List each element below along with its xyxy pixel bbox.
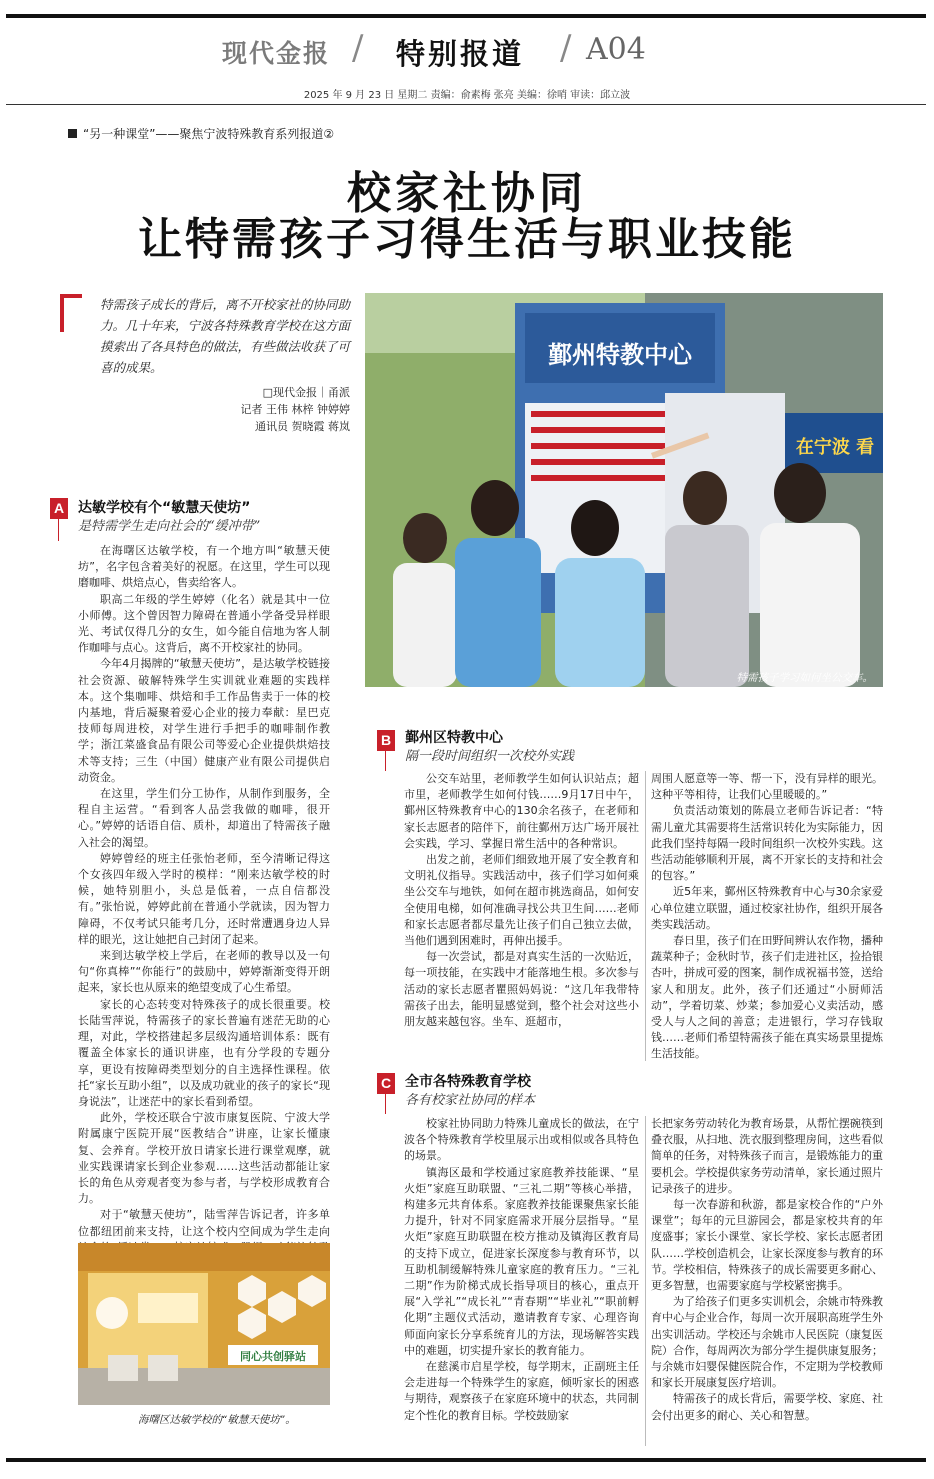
headline-line-2: 让特需孩子习得生活与职业技能 bbox=[138, 214, 796, 265]
brand-name: 现代金报 bbox=[222, 39, 331, 68]
section-a-body bbox=[78, 543, 330, 1238]
paragraph: 为了给孩子们更多实训机会，余姚市特殊教育中心与企业合作，每周一次开展职高班学生外出实训活动。学校还与余姚市人民医院（康复医院）合作，每周两次为部分学生提供康复服务；与余姚市妇婴保健医院合作，不定期为学校教师和家长开展康复医疗培训。 bbox=[651, 1295, 883, 1390]
dateline: 2025 年 9 月 23 日 星期二 责编：俞素梅 张亮 美编：徐哨 审读：邱立波 bbox=[303, 90, 631, 101]
paragraph: 特需孩子的成长背后，需要学校、家庭、社会付出更多的耐心、关心和智慧。 bbox=[651, 1392, 883, 1422]
paragraph: 近5年来，鄞州区特殊教育中心与30余家爱心单位建立联盟，通过校家社协作，组织开展各类实践活动。 bbox=[651, 885, 883, 931]
series-label-text: “另一种课堂”——聚焦宁波特殊教育系列报道② bbox=[83, 127, 335, 141]
section-a-subtitle: 是特需学生走向社会的“缓冲带” bbox=[78, 519, 261, 534]
paragraph: 镇海区最和学校通过家庭教养技能课、“星火炬”家庭互助联盟、“三礼二期”等核心举措，构建多元共育体系。家庭教养技能课聚焦家长能力提升，针对不同家庭需求开展分层指导。“星火炬”家庭互助联盟在校方推动及镇海区教育局的支持下成立，促进家长深度参与教育环节，以互助机制缓解特殊儿童家庭的教育压力。“三礼二期”作为阶梯式成长指导项目的核心，重点开展“入学礼”“成长礼”“青春期”“毕业礼”“职前孵化期”主题仪式活动，邀请教育专家、心理咨询师面向家长分享系统育儿的方法，现场解答实践中的难题，切实提升家长的教育能力。 bbox=[404, 1165, 639, 1357]
photo-caption: 特需孩子学习如何坐公交车。 bbox=[736, 672, 873, 684]
masthead-rule bbox=[6, 104, 926, 105]
paragraph: 每一次尝试，都是对真实生活的一次贴近，每一项技能，在实践中才能落地生根。多次参与活动的家长志愿者瞿照妈妈说：“这几年我带特需孩子出去，能明显感觉到，整个社会对这些小朋友越来越包容。坐车、逛超市， bbox=[404, 950, 639, 1029]
cafe-photo bbox=[78, 1243, 330, 1405]
headline-line-1: 校家社协同 bbox=[347, 168, 587, 219]
section-c-col-1 bbox=[404, 1116, 639, 1451]
paragraph: 每一次春游和秋游，都是家校合作的“户外课堂”；每年的元旦游园会，都是家校共育的年度盛事；家长小课堂、家长学校、家长志愿者团队……学校创造机会，让家长深度参与教育的环节。学校相信，特殊孩子的成长需要更多耐心、更多智慧，也需要家庭与学校紧密携手。 bbox=[651, 1198, 883, 1293]
byline bbox=[60, 384, 350, 435]
section-c-rule bbox=[385, 1094, 386, 1114]
paragraph: 周围人愿意等一等、帮一下，没有异样的眼光。这种平等相待，让我们心里暖暖的。” bbox=[651, 772, 883, 802]
paragraph: 来到达敏学校上学后，在老师的教导以及一句句“你真棒”“你能行”的鼓励中，婷婷渐渐变得开朗起来，家长也从原来的绝望变成了心生希望。 bbox=[78, 949, 330, 995]
paragraph: 在海曙区达敏学校，有一个地方叫“敏慧天使坊”，名字包含着美好的祝愿。在这里，学生可以现磨咖啡、烘焙点心，售卖给客人。 bbox=[78, 544, 330, 590]
paragraph: 职高二年级的学生婷婷（化名）就是其中一位小师傅。这个曾因智力障碍在普通小学备受异样眼光、考试仅得几分的女生，如今能自信地为客人制作咖啡与点心。这背后，离不开校家社的协同。 bbox=[78, 592, 330, 655]
paragraph: 长把家务劳动转化为教育场景，从帮忙摆碗筷到叠衣服，从扫地、洗衣服到整理房间，这些看似简单的任务，对特殊孩子而言，是锻炼能力的重要机会。学校提供家务劳动清单，家长通过照片记录孩子的进步。 bbox=[651, 1117, 883, 1195]
paragraph: 在这里，学生们分工协作，从制作到服务，全程自主运营。“看到客人品尝我做的咖啡，很开心。”婷婷的话语自信、质朴，却道出了特需孩子融入社会的渴望。 bbox=[78, 787, 330, 849]
byline-outlet: □现代金报｜甬派 bbox=[262, 386, 350, 399]
section-a-rule bbox=[58, 519, 59, 541]
section-b-rule bbox=[385, 751, 386, 771]
page-number: A04 bbox=[586, 32, 646, 67]
section-c-subtitle: 各有校家社协同的样本 bbox=[405, 1093, 536, 1108]
bus-stop-photo bbox=[365, 293, 883, 687]
byline-correspondents: 通讯员 贺晓霞 蒋岚 bbox=[255, 420, 350, 433]
series-label bbox=[68, 125, 334, 142]
cafe-sign-text: 同心共创驿站 bbox=[240, 1350, 306, 1363]
separator-slash: / bbox=[560, 28, 572, 68]
paragraph: 春日里，孩子们在田野间辨认农作物，播种蔬菜种子；金秋时节，孩子们走进社区，捡拾银杏叶，拼成可爱的图案，制作成祝福书签，送给家人和朋友。此外，孩子们还通过“小厨师活动”，学着切菜、炒菜；参加爱心义卖活动，感受人与人之间的善意；走进银行，学习存钱取钱……老师们希望特需孩子能在真实场景里提炼生活技能。 bbox=[651, 934, 883, 1061]
section-b-col-1 bbox=[404, 771, 639, 1065]
masthead bbox=[0, 30, 934, 76]
section-a-mark: A bbox=[50, 498, 68, 519]
section-b-title: 鄞州区特教中心 bbox=[405, 730, 503, 746]
paragraph: 今年4月揭牌的“敏慧天使坊”，是达敏学校链接社会资源、破解特殊学生实训就业难题的实践样本。这个集咖啡、烘焙和手工作品售卖于一体的校内基地，背后凝聚着爱心企业的接力奉献：星巴克技师每周进校，对学生进行手把手的咖啡制作教学；浙江菜盛食品有限公司等爱心企业提供烘焙技术等支持；三生（中国）健康产业有限公司提供启动资金。 bbox=[78, 657, 330, 784]
section-b-subtitle: 隔一段时间组织一次校外实践 bbox=[405, 749, 575, 764]
paragraph: 在慈溪市启星学校，每学期末，正副班主任会走进每一个特殊学生的家庭，倾听家长的困惑与期待，观察孩子在家庭环境中的状态，共同制定个性化的教育目标。学校鼓励家 bbox=[404, 1360, 639, 1422]
section-b-mark: B bbox=[377, 730, 395, 751]
section-a-title: 达敏学校有个“敏慧天使坊” bbox=[78, 500, 251, 516]
cafe-photo-image bbox=[78, 1243, 330, 1405]
separator-slash: / bbox=[352, 28, 364, 68]
main-photo bbox=[365, 293, 883, 687]
top-rule bbox=[6, 14, 926, 18]
paragraph: 此外，学校还联合宁波市康复医院、宁波大学附属康宁医院开展“医教结合”讲座，让家长懂康复、会养育。学校开放日请家长进行课堂观摩，就业实践课请家长到企业参观……这些活动都能让家长的角色从旁观者变为参与者，与学校形成教育合力。 bbox=[78, 1111, 330, 1206]
section-name: 特别报道 bbox=[396, 37, 525, 71]
column-divider bbox=[645, 1116, 646, 1446]
bottom-rule bbox=[6, 1458, 926, 1462]
lead-block bbox=[60, 294, 350, 435]
section-b-col-2 bbox=[651, 771, 883, 1065]
cafe-photo-caption: 海曙区达敏学校的“敏慧天使坊”。 bbox=[138, 1414, 296, 1426]
paragraph: 负责活动策划的陈晨立老师告诉记者：“特需儿童尤其需要将生活常识转化为实际能力，因此我们坚持每隔一段时间组织一次校外实践。这些活动能够顺利开展，离不开家长的支持和社会的包容。” bbox=[651, 804, 883, 883]
paragraph: 公交车站里，老师教学生如何认识站点；超市里，老师教学生如何付钱……9月17日中午，鄞州区特殊教育中心的130余名孩子，在老师和家长志愿者的陪伴下，前往鄞州万达广场开展社会实践，学习、掌握日常生活中的各种常识。 bbox=[404, 772, 639, 850]
quote-bracket-icon bbox=[60, 294, 82, 332]
sign-text: 鄞州特教中心 bbox=[548, 341, 692, 369]
section-c-col-2 bbox=[651, 1116, 883, 1451]
lead-text: 特需孩子成长的背后，离不开校家社的协同助力。几十年来，宁波各特殊教育学校在这方面摸索出了各具特色的做法，有些做法收获了可喜的成果。 bbox=[100, 297, 351, 375]
paragraph: 家长的心态转变对特殊孩子的成长很重要。校长陆雪萍说，特需孩子的家长普遍有迷茫无助的心理，对此，学校搭建起多层级沟通培训体系：既有覆盖全体家长的通识讲座，也有分学段的专题分享，更设有按障碍类型划分的自主选择性课程。依托“家长互助小组”，以及成功就业的孩子的家长“现身说法”，让迷茫中的家长看到希望。 bbox=[78, 997, 330, 1108]
paragraph: 婷婷曾经的班主任张怡老师，至今清晰记得这个女孩四年级入学时的模样：“刚来达敏学校的时候，她特别胆小，头总是低着，一点自信都没有。”张怡说，婷婷此前在普通小学就读，因为智力障碍，不仅考试只能考几分，还时常遭遇身边人异样的眼光，这让她把自己封闭了起来。 bbox=[78, 851, 330, 946]
byline-reporters: 记者 王伟 林梓 钟婷婷 bbox=[240, 403, 350, 416]
section-c-title: 全市各特殊教育学校 bbox=[405, 1074, 531, 1090]
side-sign-text: 在宁波 看 bbox=[795, 437, 875, 458]
column-divider bbox=[645, 771, 646, 1061]
square-bullet-icon bbox=[68, 129, 77, 138]
paragraph: 校家社协同助力特殊儿童成长的做法，在宁波各个特殊教育学校里展示出或相似或各具特色的场景。 bbox=[404, 1117, 639, 1163]
section-c-mark: C bbox=[377, 1073, 395, 1094]
paragraph: 对于“敏慧天使坊”，陆雪萍告诉记者，许多单位都纽团前来支持，让这个校内空间成为学生走向 bbox=[78, 1208, 330, 1238]
paragraph: 出发之前，老师们细致地开展了安全教育和文明礼仪指导。实践活动中，孩子们学习如何乘坐公交车与地铁，如何在超市挑选商品，如何安全使用电梯，如何准确寻找公共卫生间……老师和家长志愿者都尽量先让孩子们自己独立去做，当他们遇到困难时，再伸出援手。 bbox=[404, 853, 639, 948]
